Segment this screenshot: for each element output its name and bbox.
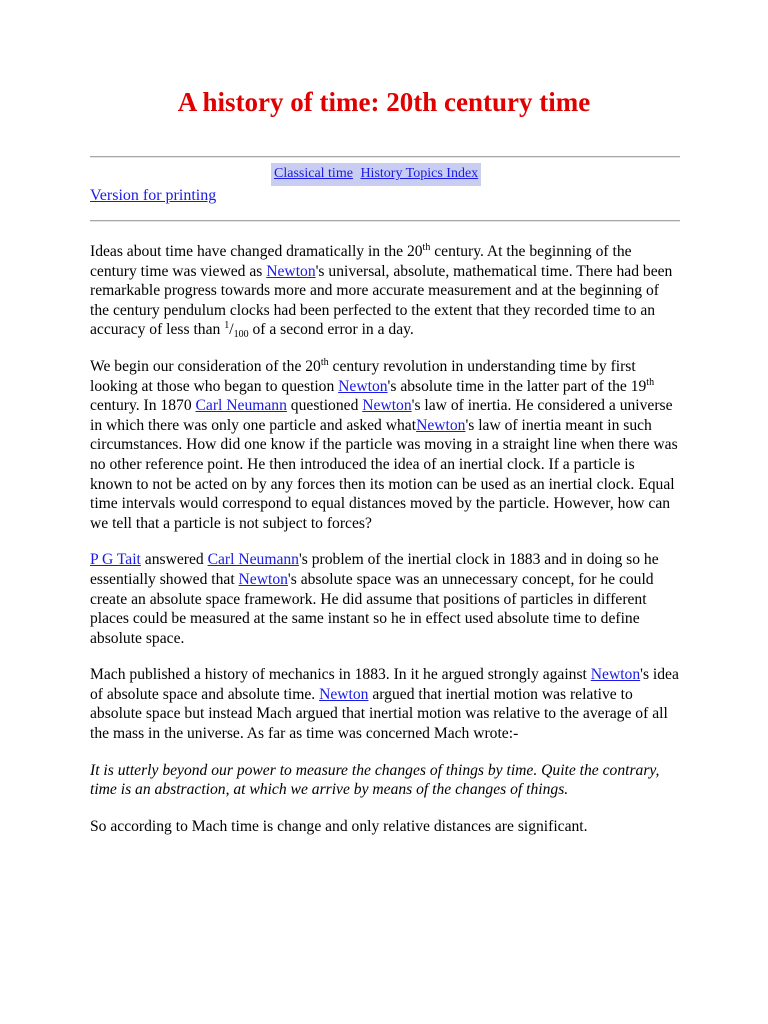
newton-link[interactable]: Newton: [319, 685, 369, 703]
newton-link[interactable]: Newton: [238, 570, 288, 588]
paragraph-1: [90, 242, 680, 340]
text-run: questioned: [286, 397, 363, 415]
newton-link[interactable]: Newton: [590, 666, 641, 684]
text-run: Ideas about time have changed dramatically in the 20: [90, 243, 423, 260]
text-run: 's absolute space was an unnecessary concept, for he could create an absolute space framework. He did assume that positions of particles in different places could be measured at the same instant so he in effect used absolute time to define absolute space.: [90, 570, 654, 647]
article-body: [90, 242, 680, 853]
page-title: A history of time: 20th century time: [177, 87, 591, 117]
fraction-denominator: 100: [233, 329, 249, 341]
text-run: 's idea of absolute space and absolute time.: [90, 666, 679, 703]
superscript: th: [320, 356, 329, 368]
text-run: century revolution in understanding time by first looking at those who began to question: [90, 357, 636, 395]
text-run: 's law of inertia. He considered a universe in which there was only one particle and asked what: [90, 397, 673, 434]
newton-link[interactable]: Newton: [338, 377, 388, 395]
carl-neumann-link[interactable]: Carl Neumann: [195, 397, 287, 415]
version-for-printing-link[interactable]: Version for printing: [90, 187, 217, 204]
text-run: 's absolute time in the latter part of the 19: [387, 377, 647, 395]
newton-link[interactable]: Newton: [266, 262, 316, 280]
text-run: We begin our consideration of the 20: [90, 357, 321, 375]
superscript: th: [422, 242, 431, 253]
paragraph-5: So according to Mach time is change and only relative distances are significant.: [90, 817, 588, 835]
text-run: 's law of inertia meant in such circumstances. How did one know if the particle was moving in a straight line when there was no other reference point. He then introduced the idea of an inertial clock. If a particle is known to not be acted on by any forces then its motion can be used as an inertial clock. Equal time intervals would correspond to equal distances moved by the particle. However, how can we tell that a particle is not subject to forces?: [90, 416, 678, 532]
history-topics-index-link[interactable]: History Topics Index: [360, 166, 479, 181]
superscript: th: [646, 376, 655, 388]
newton-link[interactable]: Newton: [362, 397, 412, 415]
pg-tait-link[interactable]: P G Tait: [90, 551, 141, 569]
text-run: Mach published a history of mechanics in 1883. In it he argued strongly against: [90, 666, 591, 684]
text-run: century. In 1870: [90, 397, 196, 415]
paragraph-3: [90, 550, 680, 648]
fraction-numerator: 1: [224, 320, 230, 332]
mach-quote: It is utterly beyond our power to measure the changes of things by time. Quite the contrary, time is an abstraction, at which we arrive by means of the changes of things.: [90, 761, 660, 799]
newton-link[interactable]: Newton: [416, 416, 466, 434]
text-run: answered: [140, 551, 208, 569]
text-run: century. At the beginning of the century time was viewed as: [90, 243, 632, 280]
text-run: of a second error in a day.: [248, 321, 414, 339]
topic-nav: [271, 163, 481, 186]
text-run: 's universal, absolute, mathematical time. There had been remarkable progress towards more and more accurate measurement and at the beginning of the century pendulum clocks had been perfected to the extent that they recorded time to an accuracy of less than: [90, 262, 673, 339]
text-run: 's problem of the inertial clock in 1883 and in doing so he essentially showed that: [90, 551, 659, 588]
classical-time-link[interactable]: Classical time: [274, 166, 353, 181]
paragraph-4: [90, 665, 680, 743]
paragraph-2: [90, 357, 680, 533]
bottom-divider: [90, 220, 680, 222]
top-divider: [90, 156, 680, 158]
carl-neumann-link[interactable]: Carl Neumann: [207, 551, 299, 569]
fraction-slash: /: [229, 321, 234, 339]
text-run: argued that inertial motion was relative to absolute space but instead Mach argued that inertial motion was relative to the average of all the mass in the universe. As far as time was concerned Mach wrote:-: [90, 685, 668, 743]
